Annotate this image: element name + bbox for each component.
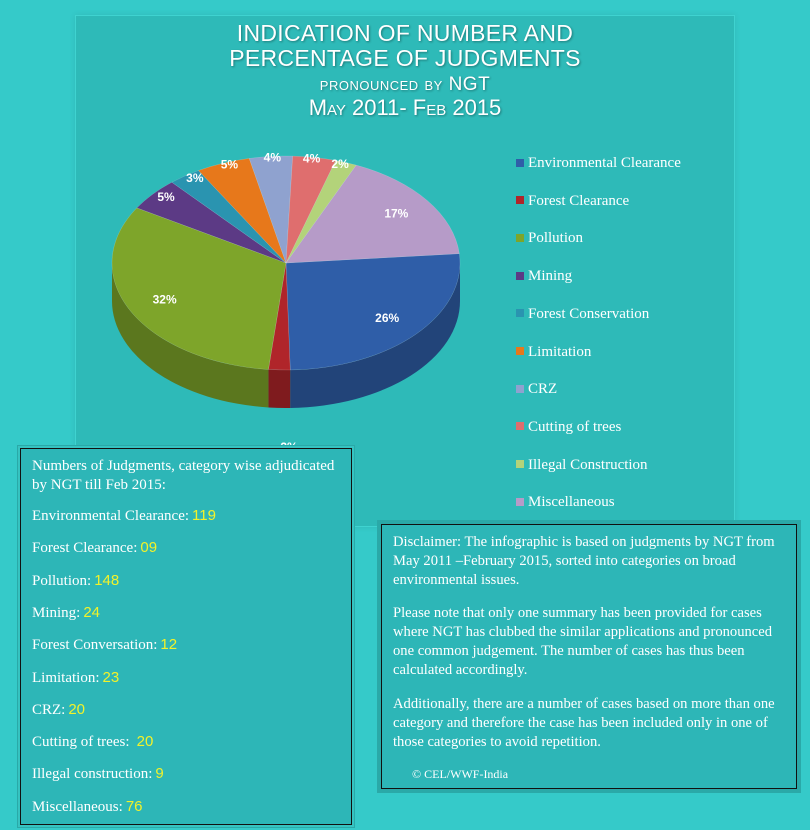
pie-label-5: 5% [220,157,239,172]
legend-item [516,494,615,514]
pie-label-9: 17% [384,206,409,221]
count-label: Pollution: [32,572,92,589]
count-label: CRZ: [32,701,66,718]
count-value: 9 [155,765,164,783]
count-label: Forest Clearance: [32,540,138,557]
legend-swatch [516,498,524,506]
disclaimer-paragraph-3: Additionally, there are a number of cases based on more than one category and therefore the case has been included only in one of those categories to avoid repetition. [393,696,775,750]
pie-label-3: 5% [157,189,175,204]
count-value: 20 [132,733,154,751]
count-value: 20 [68,700,86,718]
count-row [32,539,157,557]
disclaimer-box [381,524,797,789]
legend-item [516,155,681,175]
count-row [32,572,119,590]
count-row [32,701,85,719]
pie-label-8: 2% [331,156,349,171]
count-label: Forest Conversation: [32,637,158,654]
legend-label: Limitation [528,343,592,360]
pie-label-2: 32% [152,292,177,307]
legend-item [516,306,649,326]
legend-label: Pollution [528,230,584,247]
title-line-2: PERCENTAGE OF JUDGMENTS [229,45,581,71]
pie-label-4: 3% [186,170,204,185]
legend-label: Cutting of trees [528,418,622,435]
judgment-counts-box [20,448,352,825]
counts-heading: Numbers of Judgments, category wise adjudicated by NGT till Feb 2015: [32,458,335,493]
count-label: Limitation: [32,669,100,686]
legend-swatch [516,272,524,280]
copyright-text: © CEL/WWF-India [412,767,509,781]
legend-item [516,457,648,477]
count-row [32,636,177,654]
count-label: Miscellaneous: [32,798,123,815]
title-line-4: May 2011- Feb 2015 [308,95,502,120]
legend-item [516,344,591,364]
legend-item [516,268,572,288]
legend-label: CRZ [528,381,558,398]
legend-swatch [516,159,524,167]
pie-label-0: 26% [375,310,400,325]
count-label: Illegal construction: [32,766,153,783]
legend-swatch [516,422,524,430]
count-label: Environmental Clearance: [32,508,190,524]
legend-label: Forest Clearance [528,192,630,209]
legend-swatch [516,460,524,468]
legend-swatch [516,347,524,355]
count-row [32,733,153,751]
legend-label: Mining [528,268,573,285]
pie-label-7: 4% [302,151,321,166]
pie-top [112,156,460,370]
pie-side-1 [268,369,290,408]
count-label: Mining: [32,604,81,621]
count-row [32,798,143,816]
count-row [32,507,216,525]
title-line-3: pronounced by NGT [319,74,491,95]
legend-swatch [516,385,524,393]
count-value: 12 [160,636,178,654]
legend-label: Forest Conservation [528,305,650,322]
legend-item [516,193,629,213]
count-value: 24 [83,603,101,621]
pie-label-6: 4% [263,150,282,165]
count-label: Cutting of trees: [32,734,130,751]
legend-item [516,230,583,250]
count-value: 09 [140,539,158,557]
title-line-1: INDICATION OF NUMBER AND [236,20,574,46]
legend-swatch [516,196,524,204]
count-row [32,765,164,783]
count-value: 23 [102,668,120,686]
count-row [32,604,100,622]
count-value: 76 [125,797,143,815]
disclaimer-paragraph-1: Disclaimer: The infographic is based on judgments by NGT from May 2011 –February 2015, sorted into categories on broad environmental issues. [393,534,775,588]
count-row [32,669,119,687]
legend-label: Environmental Clearance [528,155,681,171]
legend-swatch [516,309,524,317]
count-value: 119 [192,507,216,524]
legend-item [516,381,557,401]
legend-label: Illegal Construction [528,456,648,473]
count-value: 148 [94,571,120,589]
legend-label: Miscellaneous [528,494,615,511]
legend-swatch [516,234,524,242]
disclaimer-paragraph-2: Please note that only one summary has been provided for cases where NGT has clubbed the similar applications and pronounced one common judgement. The number of cases has thus been calculated accordingly. [393,605,773,678]
legend-item [516,419,621,439]
